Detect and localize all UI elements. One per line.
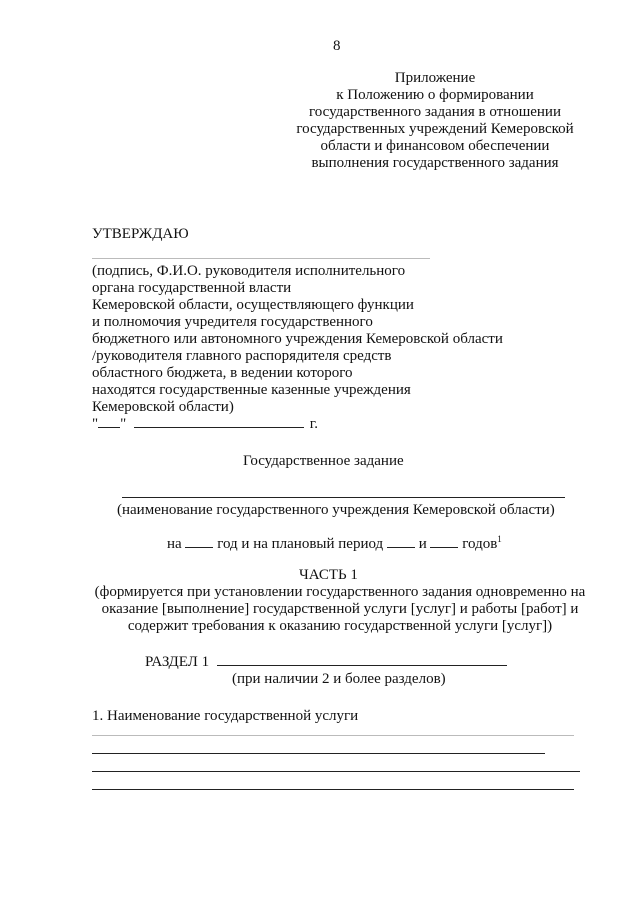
part-note-line: оказание [выполнение] государственной услуги [услуг] и работы [работ] и [101, 601, 579, 617]
date-suffix: г. [309, 416, 318, 432]
date-close-quote: " [120, 416, 127, 432]
part-note [80, 584, 600, 635]
item1-answer-line[interactable] [92, 771, 580, 772]
date-open-quote: " [92, 416, 99, 432]
item1-answer-line[interactable] [92, 753, 545, 754]
period-mid2: и [418, 536, 427, 552]
signature-note-line: (подпись, Ф.И.О. руководителя исполнительного [92, 263, 406, 279]
item1-answer-line[interactable] [92, 789, 574, 790]
period-plan-start-field[interactable] [387, 535, 415, 548]
date-month-year-field[interactable] [134, 415, 304, 428]
annex-line: государственных учреждений Кемеровской [296, 121, 574, 137]
section-name-field[interactable] [217, 653, 507, 666]
part-note-line: (формируется при установлении государственного задания одновременно на [94, 584, 586, 600]
annex-line: Приложение [394, 70, 476, 86]
annex-block [270, 70, 600, 172]
period-footnote: 1 [497, 534, 502, 544]
doc-title: Государственное задание [243, 453, 404, 469]
section-caption: (при наличии 2 и более разделов) [232, 671, 446, 687]
date-day-field[interactable] [98, 415, 120, 428]
annex-line: области и финансовом обеспечении [320, 138, 550, 154]
part-note-line: содержит требования к оказанию государственной услуги [услуг]) [127, 618, 553, 634]
period-suffix: годов [462, 536, 498, 552]
period-year-field[interactable] [185, 535, 213, 548]
signature-note-line: /руководителя главного распорядителя средств [92, 348, 392, 364]
annex-line: выполнения государственного задания [311, 155, 559, 171]
annex-line: к Положению о формировании [336, 87, 534, 103]
institution-caption: (наименование государственного учреждения Кемеровской области) [117, 502, 555, 518]
period-prefix: на [167, 536, 182, 552]
signature-note-line: органа государственной власти [92, 280, 292, 296]
period-mid1: год и на плановый период [217, 536, 384, 552]
page-number: 8 [333, 38, 341, 54]
signature-note-line: областного бюджета, в ведении которого [92, 365, 353, 381]
annex-line: государственного задания в отношении [309, 104, 561, 120]
item1-label: 1. Наименование государственной услуги [92, 708, 359, 724]
signature-note-line: Кемеровской области, осуществляющего функции [92, 297, 414, 313]
approval-title: УТВЕРЖДАЮ [92, 226, 189, 242]
period-plan-end-field[interactable] [430, 535, 458, 548]
approval-date [92, 415, 318, 433]
part-title: ЧАСТЬ 1 [299, 567, 358, 583]
section-label: РАЗДЕЛ 1 [145, 654, 210, 670]
signature-note-line: бюджетного или автономного учреждения Кемеровской области [92, 331, 503, 347]
institution-name-field[interactable] [122, 497, 565, 498]
period-line [167, 535, 502, 553]
signature-note [92, 263, 503, 416]
signature-note-line: и полномочия учредителя государственного [92, 314, 373, 330]
signature-note-line: Кемеровской области) [92, 399, 234, 415]
item1-answer-line[interactable] [92, 735, 574, 736]
signature-note-line: находятся государственные казенные учреждения [92, 382, 411, 398]
signature-line[interactable] [92, 258, 430, 259]
section-line [145, 653, 507, 671]
